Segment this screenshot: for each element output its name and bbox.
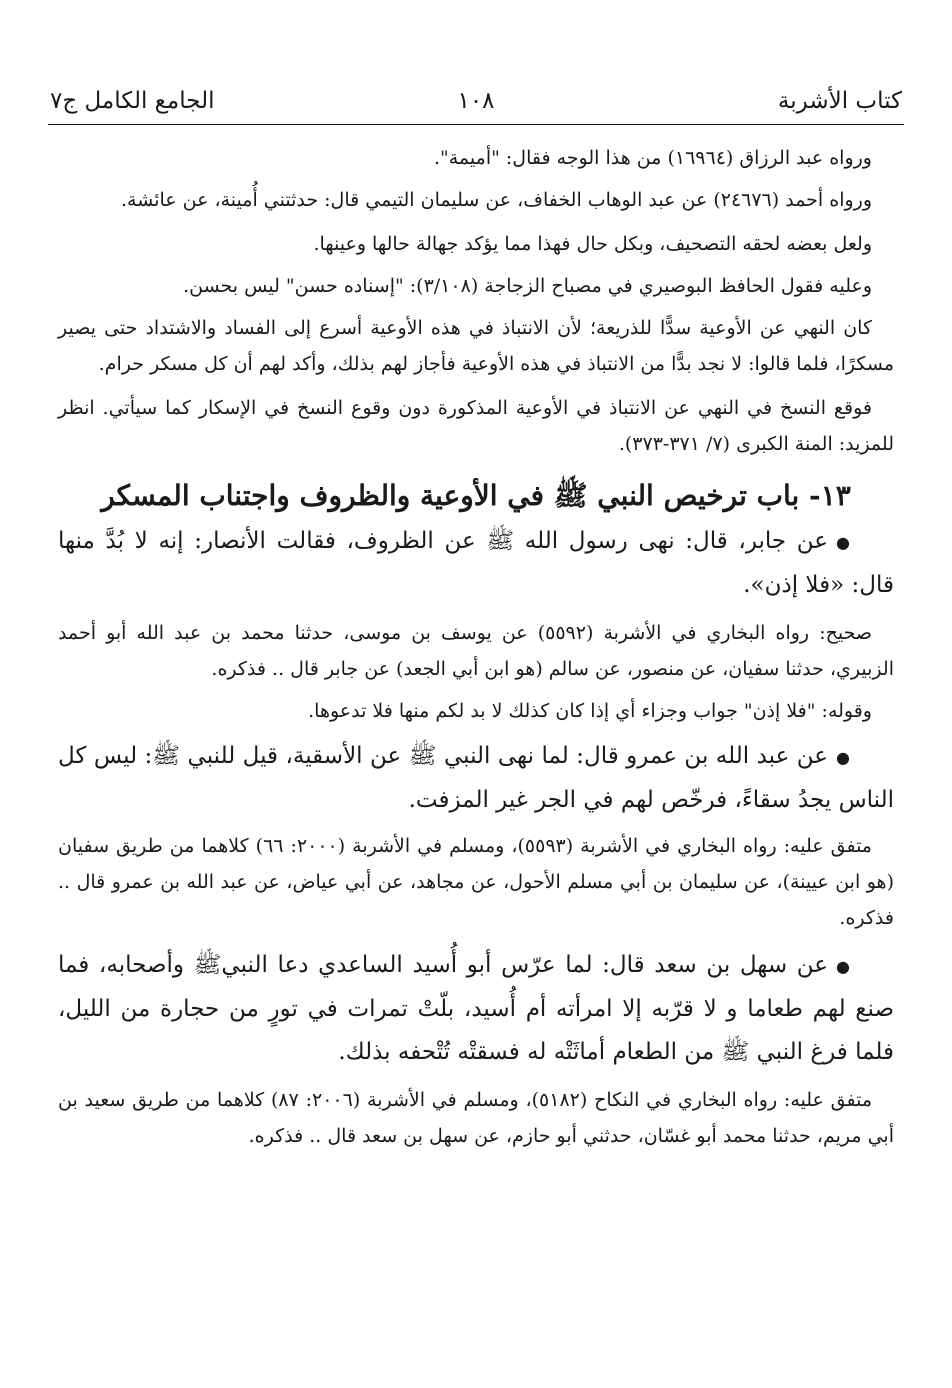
page-body xyxy=(58,140,894,1340)
paragraph-p5: كان النهي عن الأوعية سدًّا للذريعة؛ لأن الانتباذ في هذه الأوعية أسرع إلى الفساد والاشتداد حتى يصير مسكرًا، فلما قالوا: لا نجد بدًّا من الانتباذ في هذه الأوعية فأجاز لهم بذلك، وأكد لهم أن كل مسكر حرام. xyxy=(58,317,894,375)
paragraph-p6: فوقع النسخ في النهي عن الانتباذ في الأوعية المذكورة دون وقوع النسخ في الإسكار كما سيأتي. انظر للمزيد: المنة الكبرى (٧/ ٣٧١-٣٧٣). xyxy=(58,397,894,455)
paragraph-p1: ورواه عبد الرزاق (١٦٩٦٤) من هذا الوجه فقال: "أميمة". xyxy=(433,147,872,169)
bullet-icon: ● xyxy=(836,957,850,976)
hadith-text: عن عبد الله بن عمرو قال: لما نهى النبي ﷺ عن الأسقية، قيل للنبي ﷺ: ليس كل الناس يجدُ سقاءً، فرخّص لهم في الجر غير المزفت. xyxy=(58,743,894,813)
hadith-text: عن جابر، قال: نهى رسول الله ﷺ عن الظروف، فقالت الأنصار: إنه لا بُدَّ منها قال: «فلا إذن». xyxy=(58,528,894,598)
page-header xyxy=(50,84,902,118)
takhrij-abdullah-ibn-amr: متفق عليه: رواه البخاري في الأشربة (٥٥٩٣)، ومسلم في الأشربة (٢٠٠٠: ٦٦) كلاهما من طريق سفيان (هو ابن عيينة)، عن سليمان بن أبي مسلم الأحول، عن مجاهد، عن أبي عياض، عن عبد الله بن عمرو قال .. فذكره. xyxy=(58,835,894,929)
hadith-jabir xyxy=(58,520,894,607)
takhrij-jabir: صحيح: رواه البخاري في الأشربة (٥٥٩٢) عن يوسف بن موسى، حدثنا محمد بن عبد الله أبو أحمد الزبيري، حدثنا سفيان، عن منصور، عن سالم (هو ابن أبي الجعد) عن جابر قال .. فذكره. xyxy=(58,622,894,680)
paragraph-p3: ولعل بعضه لحقه التصحيف، وبكل حال فهذا مما يؤكد جهالة حالها وعينها. xyxy=(313,233,872,255)
chapter-heading: ١٣- باب ترخيص النبي ﷺ في الأوعية والظروف واجتناب المسكر xyxy=(101,479,851,512)
header-chapter-title: كتاب الأشربة xyxy=(777,88,902,114)
takhrij-sahl-ibn-saad: متفق عليه: رواه البخاري في النكاح (٥١٨٢)، ومسلم في الأشربة (٢٠٠٦: ٨٧) كلاهما من طريق سعيد بن أبي مريم، حدثنا محمد أبو غسّان، حدثني أبو حازم، عن سهل بن سعد قال .. فذكره. xyxy=(58,1089,894,1147)
page-number: ١٠٨ xyxy=(457,88,495,114)
hadith-abdullah-ibn-amr xyxy=(58,735,894,822)
hadith-sahl-ibn-saad xyxy=(58,944,894,1074)
header-book-title: الجامع الكامل ج٧ xyxy=(50,88,215,114)
hadith-text: عن سهل بن سعد قال: لما عرّس أبو أُسيد الساعدي دعا النبيﷺ وأصحابه، فما صنع لهم طعاما و لا قرّبه إلا امرأته أم أُسيد، بلّتْ تمرات في تورٍ من حجارة من الليل، فلما فرغ النبي ﷺ من الطعام أماثَتْه له فسقتْه تُتْحفه بذلك. xyxy=(58,952,894,1065)
header-rule xyxy=(48,124,904,125)
commentary-fala-idhan: وقوله: "فلا إذن" جواب وجزاء أي إذا كان كذلك لا بد لكم منها فلا تدعوها. xyxy=(308,700,872,722)
paragraph-p2: ورواه أحمد (٢٤٦٧٦) عن عبد الوهاب الخفاف، عن سليمان التيمي قال: حدثتني أُمينة، عن عائشة. xyxy=(121,189,872,211)
bullet-icon: ● xyxy=(836,533,850,552)
paragraph-p4: وعليه فقول الحافظ البوصيري في مصباح الزجاجة (٣/١٠٨): "إسناده حسن" ليس بحسن. xyxy=(183,275,872,297)
bullet-icon: ● xyxy=(836,748,850,767)
